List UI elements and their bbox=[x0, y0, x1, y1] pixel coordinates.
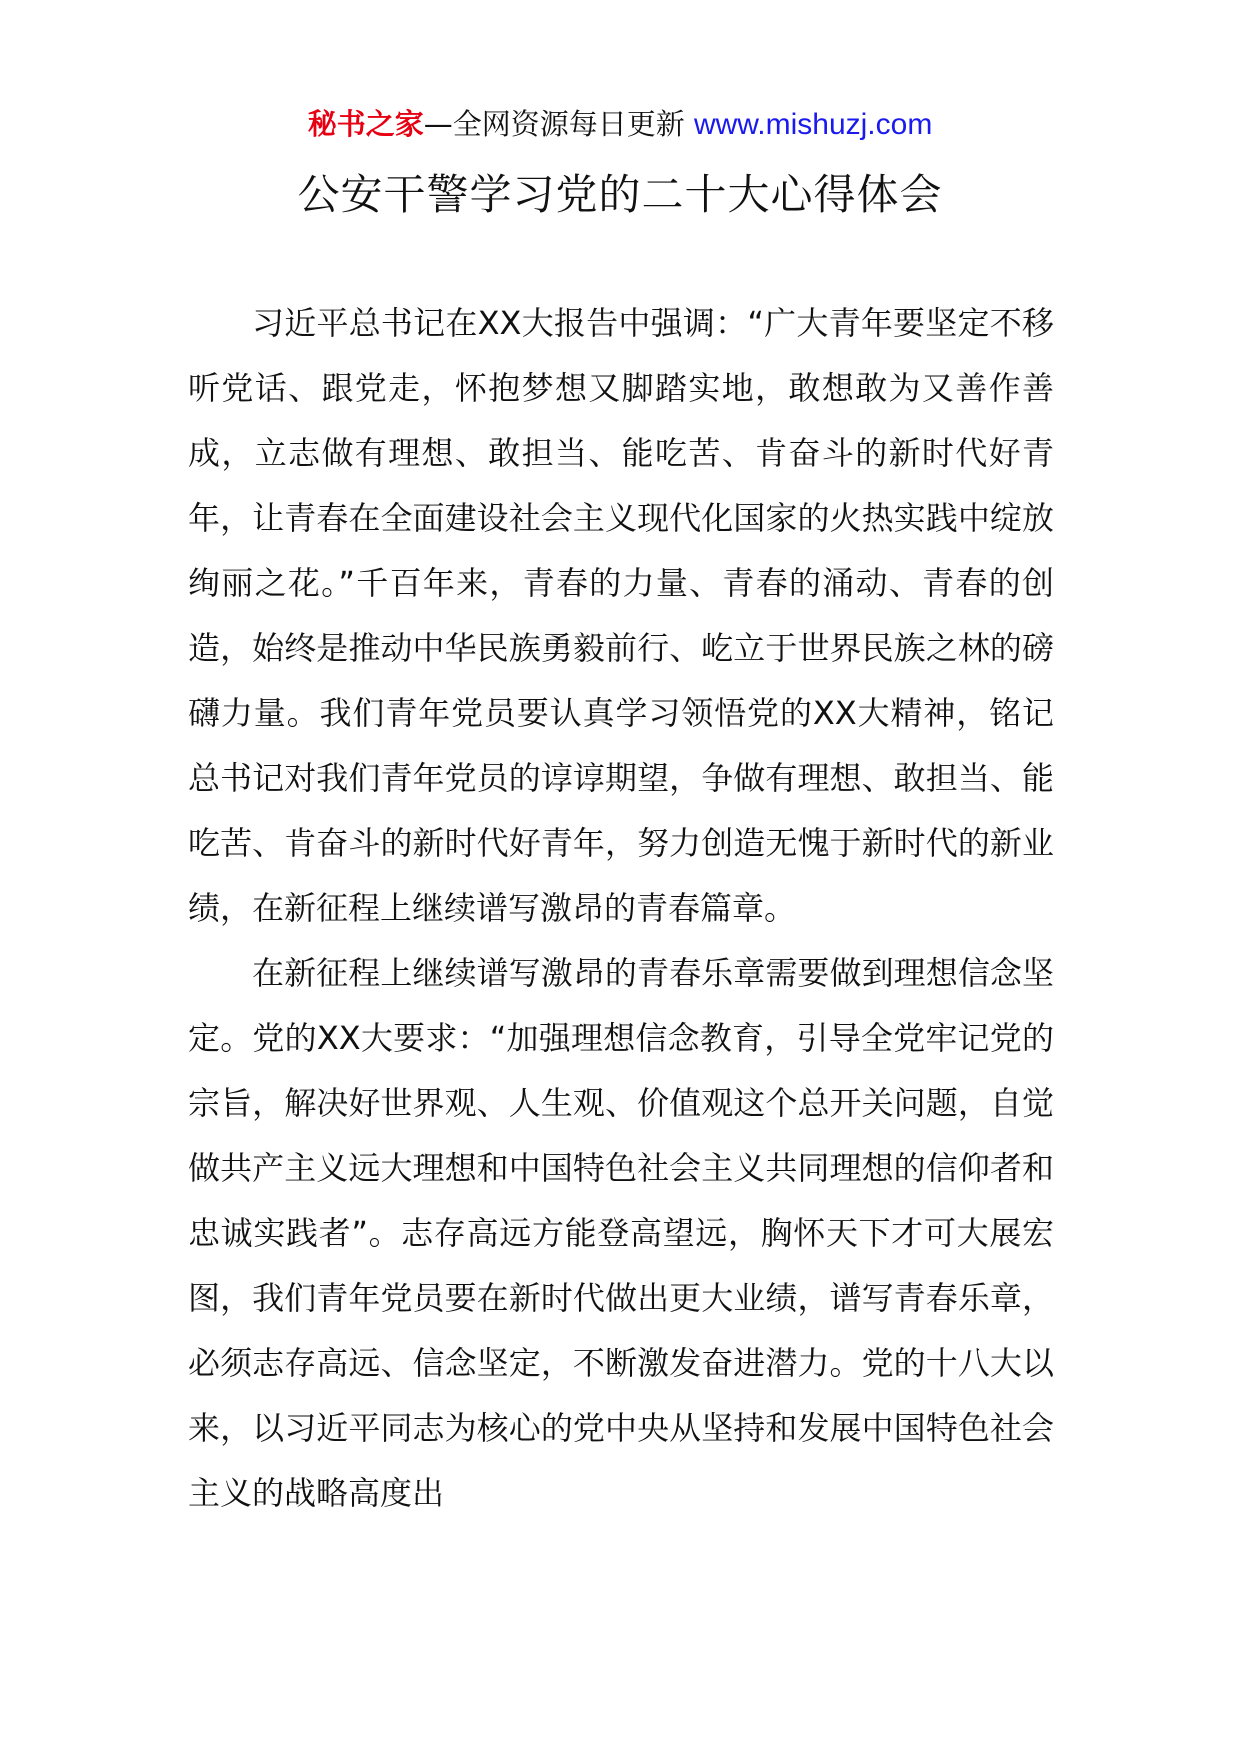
site-url-link[interactable]: www.mishuzj.com bbox=[693, 108, 933, 141]
site-slogan: —全网资源每日更新 bbox=[423, 107, 685, 141]
document-body bbox=[188, 291, 1054, 1526]
brand-name: 秘书之家 bbox=[307, 107, 424, 141]
site-header bbox=[0, 102, 1240, 147]
paragraph: 在新征程上继续谱写激昂的青春乐章需要做到理想信念坚定。党的XX大要求：“加强理想信念教育，引导全党牢记党的宗旨，解决好世界观、人生观、价值观这个总开关问题，自觉做共产主义远大理想和中国特色社会主义共同理想的信仰者和忠诚实践者”。志存高远方能登高望远，胸怀天下才可大展宏图，我们青年党员要在新时代做出更大业绩，谱写青春乐章，必须志存高远、信念坚定，不断激发奋进潜力。党的十八大以来，以习近平同志为核心的党中央从坚持和发展中国特色社会主义的战略高度出 bbox=[188, 954, 1054, 1512]
paragraph: 习近平总书记在XX大报告中强调：“广大青年要坚定不移听党话、跟党走，怀抱梦想又脚踏实地，敢想敢为又善作善成，立志做有理想、敢担当、能吃苦、肯奋斗的新时代好青年，让青春在全面建设社会主义现代化国家的火热实践中绽放绚丽之花。”千百年来，青春的力量、青春的涌动、青春的创造，始终是推动中华民族勇毅前行、屹立于世界民族之林的磅礴力量。我们青年党员要认真学习领悟党的XX大精神，铭记总书记对我们青年党员的谆谆期望，争做有理想、敢担当、能吃苦、肯奋斗的新时代好青年，努力创造无愧于新时代的新业绩，在新征程上继续谱写激昂的青春篇章。 bbox=[188, 304, 1054, 927]
document-title: 公安干警学习党的二十大心得体会 bbox=[297, 170, 943, 219]
